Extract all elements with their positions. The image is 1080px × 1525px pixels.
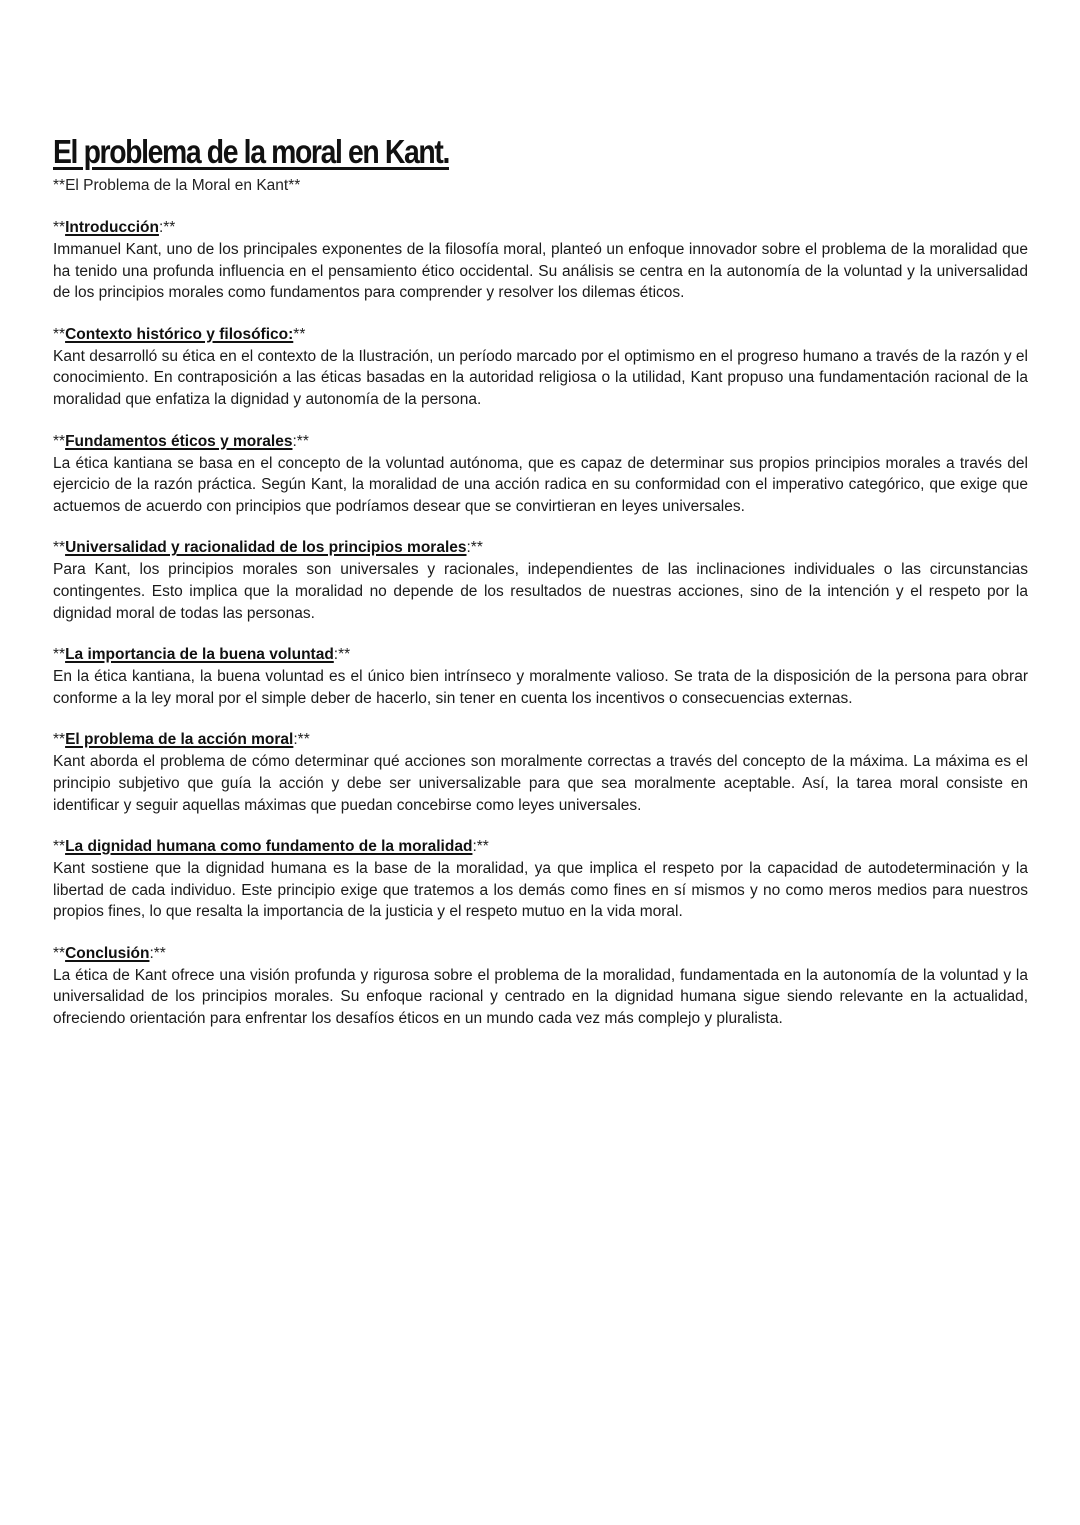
section-body: Kant desarrolló su ética en el contexto de la Ilustración, un período marcado por el optimismo en el progreso humano a través de la razón y el conocimiento. En contraposición a las éticas basadas en la autoridad religiosa o la utilidad, Kant propuso una fundamentación racional de la moralidad que enfatiza la dignidad y autonomía de la persona. bbox=[53, 347, 1028, 408]
section-introduccion bbox=[53, 217, 1028, 304]
heading-suffix: :** bbox=[466, 539, 483, 557]
heading-text: Fundamentos éticos y morales bbox=[65, 432, 293, 450]
heading-text: Universalidad y racionalidad de los principios morales bbox=[65, 539, 467, 557]
section-heading bbox=[53, 644, 1028, 666]
section-heading bbox=[53, 324, 1028, 346]
section-heading bbox=[53, 537, 1028, 559]
heading-text: La dignidad humana como fundamento de la moralidad bbox=[65, 838, 473, 856]
section-body: Kant sostiene que la dignidad humana es la base de la moralidad, ya que implica el respeto por la capacidad de autodeterminación y la libertad de cada individuo. Este principio exige que tratemos a los demás como fines en sí mismos y no como meros medios para nuestros propios fines, lo que resalta la importancia de la justicia y el respeto mutuo en la vida moral. bbox=[53, 860, 1028, 921]
heading-prefix: ** bbox=[53, 944, 66, 962]
heading-suffix: ** bbox=[293, 325, 306, 343]
heading-suffix: :** bbox=[158, 219, 176, 236]
heading-text: Contexto histórico y filosófico: bbox=[65, 325, 294, 343]
heading-prefix: ** bbox=[53, 646, 66, 664]
document-title: El problema de la moral en Kant. bbox=[53, 133, 449, 170]
heading-suffix: :** bbox=[472, 838, 489, 856]
section-heading bbox=[53, 217, 1028, 239]
section-conclusion bbox=[53, 943, 1028, 1030]
section-body: En la ética kantiana, la buena voluntad es el único bien intrínseco y moralmente valioso. Se trata de la disposición de la persona para obrar conforme a la ley moral por el simple deber de hacerlo, sin tener en cuenta los incentivos o consecuencias externas. bbox=[53, 668, 1028, 707]
heading-suffix: :** bbox=[333, 646, 351, 664]
section-heading bbox=[53, 431, 1028, 453]
section-heading bbox=[53, 943, 1028, 965]
document-subtitle: **El Problema de la Moral en Kant** bbox=[53, 177, 301, 194]
section-body: La ética de Kant ofrece una visión profunda y rigurosa sobre el problema de la moralidad, fundamentada en la autonomía de la voluntad y la universalidad de los principios morales. Su enfoque racional y centrado en la dignidad humana sigue siendo relevante en la actualidad, ofreciendo orientación para enfrentar los desafíos éticos en un mundo cada vez más complejo y pluralista. bbox=[53, 966, 1028, 1028]
heading-text: Introducción bbox=[65, 219, 159, 236]
section-accion-moral bbox=[53, 729, 1028, 816]
heading-prefix: ** bbox=[53, 432, 66, 450]
heading-prefix: ** bbox=[53, 838, 66, 856]
heading-prefix: ** bbox=[53, 219, 66, 236]
heading-text: El problema de la acción moral bbox=[65, 731, 294, 749]
section-body: Para Kant, los principios morales son universales y racionales, independientes de las inclinaciones individuales o las circunstancias contingentes. Esto implica que la moralidad no depende de los resultados de nuestras acciones, sino de la intención y el respeto por la dignidad moral de todas las personas. bbox=[53, 561, 1028, 622]
heading-suffix: :** bbox=[149, 944, 166, 962]
section-body: Kant aborda el problema de cómo determinar qué acciones son moralmente correctas a través del concepto de la máxima. La máxima es el principio subjetivo que guía la acción y debe ser universalizable para que sea moralmente aceptable. Así, la tarea moral consiste en identificar y seguir aquellas máximas que puedan concebirse como leyes universales. bbox=[53, 753, 1028, 814]
section-heading bbox=[53, 836, 1028, 858]
section-body: Immanuel Kant, uno de los principales exponentes de la filosofía moral, planteó un enfoque innovador sobre el problema de la moralidad que ha tenido una profunda influencia en el pensamiento ético occidental. Su análisis se centra en la autonomía de la voluntad y la universalidad de los principios morales como fundamentos para comprender y resolver los dilemas éticos. bbox=[53, 241, 1028, 302]
heading-prefix: ** bbox=[53, 731, 66, 749]
heading-text: La importancia de la buena voluntad bbox=[65, 646, 334, 664]
section-dignidad-humana bbox=[53, 836, 1028, 923]
section-buena-voluntad bbox=[53, 644, 1028, 709]
heading-suffix: :** bbox=[293, 731, 310, 749]
document-page bbox=[53, 132, 1028, 1050]
section-contexto bbox=[53, 324, 1028, 411]
heading-text: Conclusión bbox=[65, 944, 150, 962]
heading-prefix: ** bbox=[53, 539, 66, 557]
heading-suffix: :** bbox=[292, 432, 309, 450]
section-body: La ética kantiana se basa en el concepto de la voluntad autónoma, que es capaz de determinar sus propios principios morales a través del ejercicio de la razón práctica. Según Kant, la moralidad de una acción radica en su conformidad con el imperativo categórico, que exige que actuemos de acuerdo con principios que podríamos desear que se convirtieran en leyes universales. bbox=[53, 454, 1028, 515]
section-universalidad bbox=[53, 537, 1028, 624]
section-fundamentos bbox=[53, 431, 1028, 518]
heading-prefix: ** bbox=[53, 325, 66, 343]
section-heading bbox=[53, 729, 1028, 751]
